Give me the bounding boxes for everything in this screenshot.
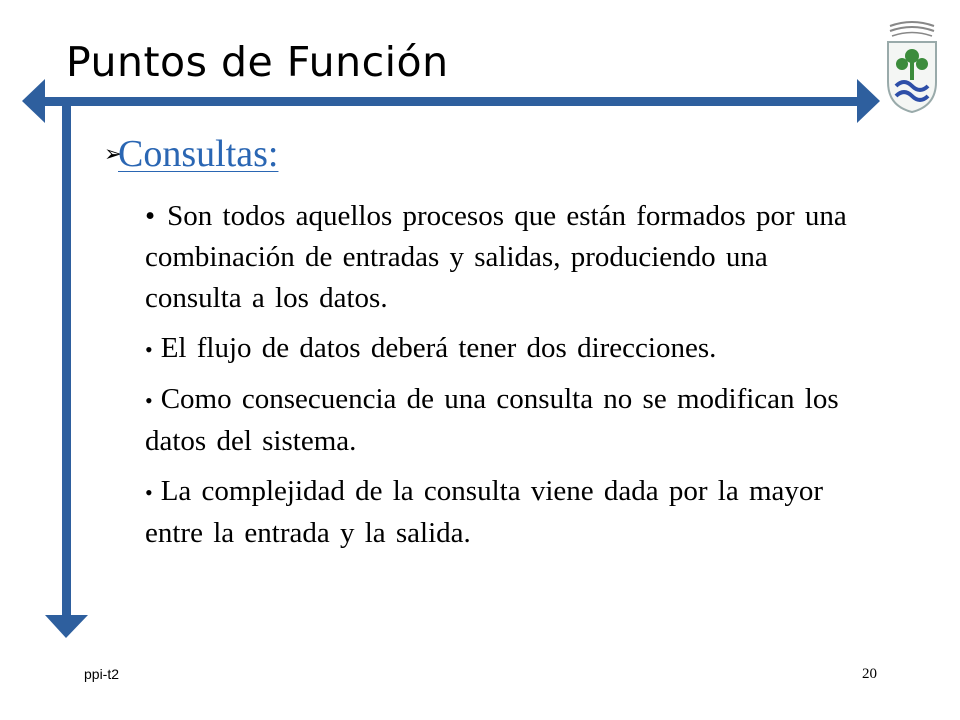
bullet-dot-icon: • <box>145 200 156 232</box>
arrow-bullet-icon: ➢ <box>104 141 123 167</box>
university-crest-logo <box>880 18 944 114</box>
arrow-left-icon <box>22 79 45 123</box>
bullet-item <box>145 328 865 370</box>
bullet-dot-icon: • <box>145 480 153 505</box>
bullet-dot-icon: • <box>145 388 153 413</box>
slide-title: Puntos de Función <box>66 38 449 86</box>
arrow-down-icon <box>45 615 88 638</box>
bullet-text: Son todos aquellos procesos que están formados por una combinación de entradas y salidas, produciendo una consulta a los datos. <box>145 200 847 314</box>
arrow-right-icon <box>857 79 880 123</box>
bullet-item <box>145 471 865 554</box>
page-number: 20 <box>862 666 877 682</box>
bullet-dot-icon: • <box>145 337 153 362</box>
bullet-text: El flujo de datos deberá tener dos direcciones. <box>160 332 717 364</box>
bullet-list <box>145 196 865 563</box>
bullet-text: Como consecuencia de una consulta no se modifican los datos del sistema. <box>145 383 839 457</box>
bullet-text: La complejidad de la consulta viene dada por la mayor entre la entrada y la salida. <box>145 475 824 549</box>
vertical-frame-bar <box>62 100 71 622</box>
footer-label: ppi-t2 <box>84 666 120 682</box>
section-heading-link[interactable]: Consultas: <box>118 133 279 175</box>
horizontal-frame-bar <box>40 97 862 106</box>
bullet-item <box>145 379 865 462</box>
section-heading-row <box>104 132 278 176</box>
bullet-item <box>145 196 865 319</box>
